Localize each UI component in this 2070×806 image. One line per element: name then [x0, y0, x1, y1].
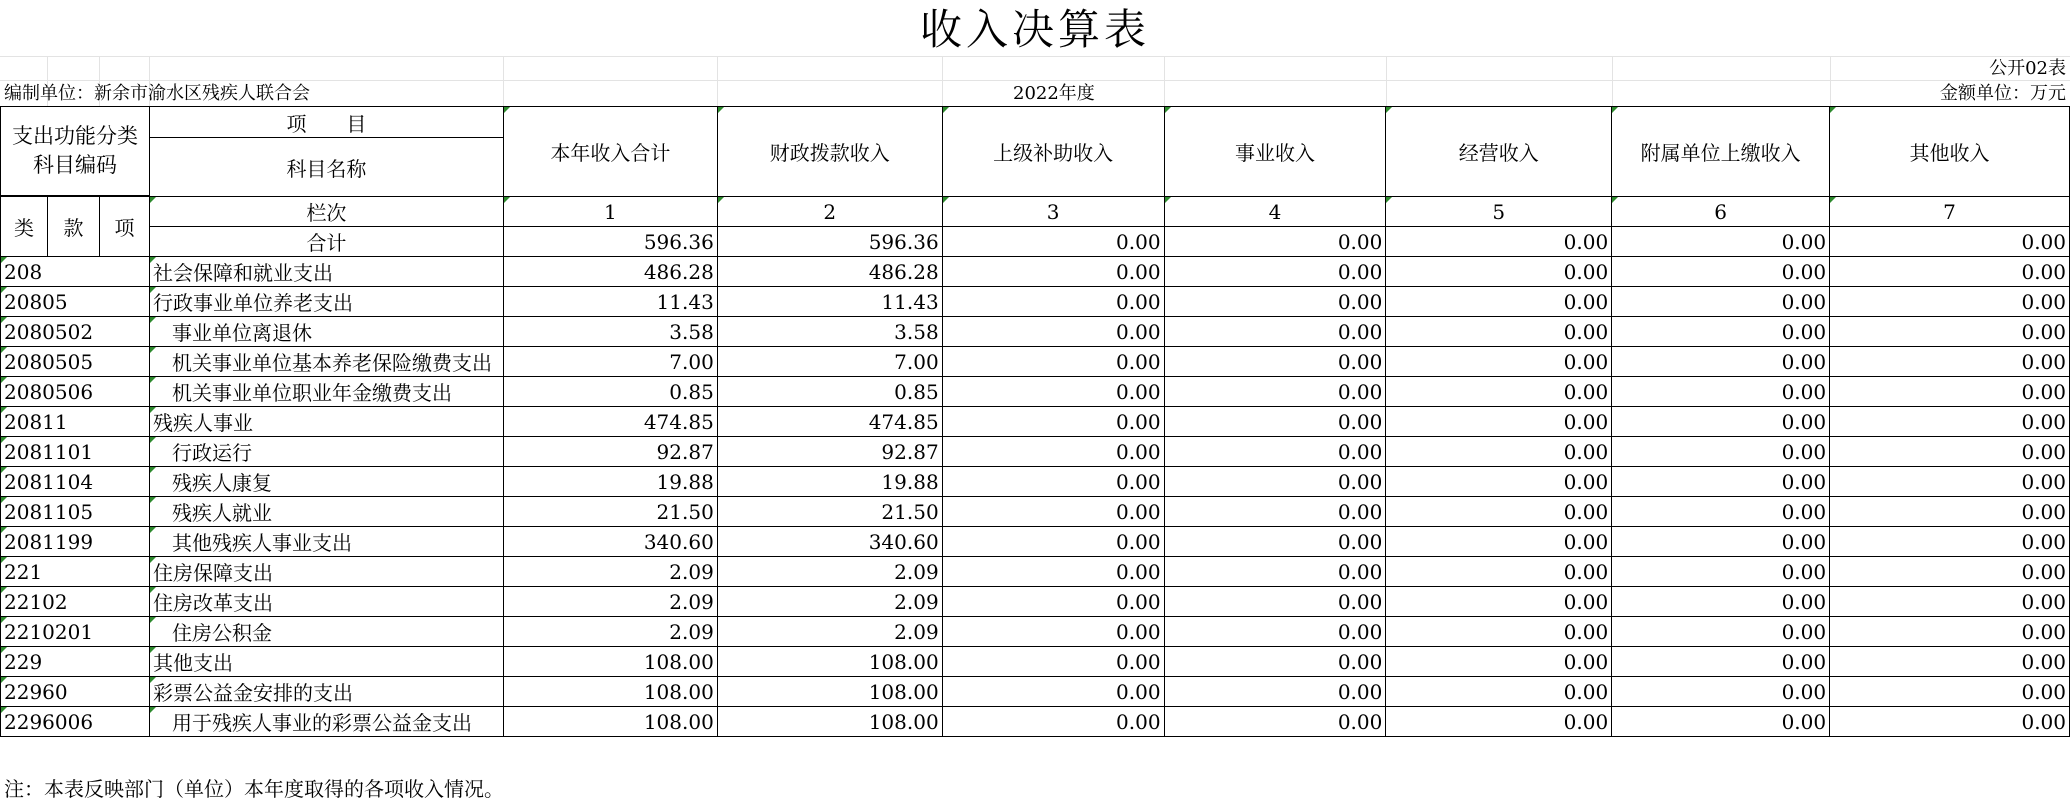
amount-cell: 0.00 [942, 677, 1164, 707]
subject-name: 事业单位离退休 [149, 317, 503, 347]
subject-code: 22102 [1, 587, 150, 617]
amount-cell: 0.00 [942, 287, 1164, 317]
amount-cell: 340.60 [503, 527, 717, 557]
table-row [1, 587, 2070, 617]
amount-cell: 0.00 [1612, 587, 1830, 617]
code-group-label [4, 122, 146, 180]
amount-cell: 92.87 [503, 437, 717, 467]
subject-code: 2081199 [1, 527, 150, 557]
amount-cell: 0.00 [942, 347, 1164, 377]
table-row [1, 467, 2070, 497]
subject-name: 住房保障支出 [149, 557, 503, 587]
subject-name: 行政事业单位养老支出 [149, 287, 503, 317]
gridline [503, 56, 504, 106]
subject-code: 2296006 [1, 707, 150, 737]
gridline [0, 56, 2070, 57]
amount-cell: 0.00 [942, 317, 1164, 347]
total-value: 596.36 [503, 227, 717, 257]
subject-name: 彩票公益金安排的支出 [149, 677, 503, 707]
amount-cell: 0.85 [503, 377, 717, 407]
column-number: 1 [503, 197, 717, 227]
amount-cell: 0.00 [1830, 707, 2070, 737]
subject-code: 22960 [1, 677, 150, 707]
subject-code: 2210201 [1, 617, 150, 647]
amount-cell: 2.09 [503, 557, 717, 587]
amount-cell: 486.28 [717, 257, 942, 287]
amount-cell: 0.00 [1830, 617, 2070, 647]
column-number: 2 [717, 197, 942, 227]
gridline [942, 56, 943, 106]
report-title: 收入决算表 [919, 5, 1150, 54]
subject-code: 2080502 [1, 317, 150, 347]
column-header: 附属单位上缴收入 [1612, 107, 1830, 197]
amount-unit: 金额单位：万元 [1940, 83, 2066, 104]
fiscal-year: 2022年度 [1013, 83, 1095, 104]
amount-cell: 21.50 [503, 497, 717, 527]
amount-cell: 0.00 [1164, 527, 1386, 557]
column-number: 6 [1612, 197, 1830, 227]
amount-cell: 0.00 [942, 557, 1164, 587]
subject-code: 229 [1, 647, 150, 677]
subject-code: 20811 [1, 407, 150, 437]
amount-cell: 0.00 [942, 707, 1164, 737]
amount-cell: 0.00 [1612, 437, 1830, 467]
amount-cell: 0.00 [1830, 587, 2070, 617]
amount-cell: 0.00 [1164, 377, 1386, 407]
amount-cell: 0.00 [1386, 497, 1612, 527]
item-header: 项 目 [149, 107, 503, 138]
amount-cell: 0.00 [942, 527, 1164, 557]
subject-name: 机关事业单位职业年金缴费支出 [149, 377, 503, 407]
amount-cell: 0.00 [1386, 257, 1612, 287]
amount-cell: 0.00 [942, 587, 1164, 617]
subject-name: 住房改革支出 [149, 587, 503, 617]
amount-cell: 0.00 [1830, 647, 2070, 677]
lei-header: 类 [1, 197, 48, 257]
table-row [1, 617, 2070, 647]
amount-cell: 0.00 [1830, 257, 2070, 287]
amount-cell: 11.43 [503, 287, 717, 317]
total-value: 0.00 [1386, 227, 1612, 257]
amount-cell: 474.85 [717, 407, 942, 437]
amount-cell: 2.09 [717, 587, 942, 617]
subject-code: 2080505 [1, 347, 150, 377]
amount-cell: 2.09 [503, 617, 717, 647]
amount-cell: 0.00 [1830, 467, 2070, 497]
table-row [1, 257, 2070, 287]
subject-code: 208 [1, 257, 150, 287]
amount-cell: 0.00 [1164, 557, 1386, 587]
amount-cell: 0.00 [1164, 257, 1386, 287]
amount-cell: 0.00 [1830, 527, 2070, 557]
total-value: 0.00 [1830, 227, 2070, 257]
amount-cell: 2.09 [503, 587, 717, 617]
subject-name: 行政运行 [149, 437, 503, 467]
table-row [1, 317, 2070, 347]
total-label: 合计 [149, 227, 503, 257]
amount-cell: 2.09 [717, 617, 942, 647]
amount-cell: 0.00 [942, 437, 1164, 467]
amount-cell: 0.00 [1612, 497, 1830, 527]
column-header: 经营收入 [1386, 107, 1612, 197]
amount-cell: 0.00 [1612, 527, 1830, 557]
amount-cell: 0.00 [1830, 407, 2070, 437]
table-row [1, 347, 2070, 377]
amount-cell: 0.00 [1386, 557, 1612, 587]
subject-name: 残疾人就业 [149, 497, 503, 527]
amount-cell: 0.00 [1164, 317, 1386, 347]
gridline [1164, 56, 1165, 106]
amount-cell: 340.60 [717, 527, 942, 557]
subject-name: 残疾人康复 [149, 467, 503, 497]
amount-cell: 21.50 [717, 497, 942, 527]
amount-cell: 0.00 [1386, 467, 1612, 497]
amount-cell: 474.85 [503, 407, 717, 437]
amount-cell: 0.00 [1612, 467, 1830, 497]
amount-cell: 0.00 [1830, 437, 2070, 467]
amount-cell: 108.00 [717, 707, 942, 737]
subject-name: 残疾人事业 [149, 407, 503, 437]
total-value: 0.00 [1612, 227, 1830, 257]
subject-code: 2081101 [1, 437, 150, 467]
amount-cell: 0.00 [1830, 497, 2070, 527]
amount-cell: 0.00 [942, 407, 1164, 437]
amount-cell: 0.00 [1830, 677, 2070, 707]
subject-code: 2081105 [1, 497, 150, 527]
subject-code: 2081104 [1, 467, 150, 497]
table-row [1, 437, 2070, 467]
subject-name: 社会保障和就业支出 [149, 257, 503, 287]
amount-cell: 2.09 [717, 557, 942, 587]
amount-cell: 108.00 [717, 677, 942, 707]
total-row [1, 227, 2070, 257]
amount-cell: 0.00 [1612, 257, 1830, 287]
table-row [1, 497, 2070, 527]
column-header: 事业收入 [1164, 107, 1386, 197]
column-header: 本年收入合计 [503, 107, 717, 197]
subject-code: 20805 [1, 287, 150, 317]
column-number: 3 [942, 197, 1164, 227]
amount-cell: 0.00 [1830, 287, 2070, 317]
amount-cell: 0.00 [1164, 467, 1386, 497]
subject-code: 221 [1, 557, 150, 587]
amount-cell: 0.00 [942, 647, 1164, 677]
code-group-line: 支出功能分类 [11, 124, 138, 148]
amount-cell: 0.00 [1612, 617, 1830, 647]
code-group-line: 科目编码 [32, 153, 117, 177]
subject-name: 其他残疾人事业支出 [149, 527, 503, 557]
amount-cell: 0.00 [1830, 557, 2070, 587]
amount-cell: 0.00 [1164, 647, 1386, 677]
amount-cell: 92.87 [717, 437, 942, 467]
amount-cell: 0.85 [717, 377, 942, 407]
column-number: 5 [1386, 197, 1612, 227]
amount-cell: 0.00 [942, 377, 1164, 407]
gridline [0, 80, 2070, 81]
amount-cell: 0.00 [942, 257, 1164, 287]
table-row [1, 287, 2070, 317]
amount-cell: 0.00 [1612, 407, 1830, 437]
amount-cell: 0.00 [942, 617, 1164, 647]
amount-cell: 0.00 [1386, 407, 1612, 437]
amount-cell: 0.00 [1386, 287, 1612, 317]
table-row [1, 557, 2070, 587]
gridline [717, 56, 718, 106]
column-header: 上级补助收入 [942, 107, 1164, 197]
table-row [1, 527, 2070, 557]
amount-cell: 0.00 [1386, 317, 1612, 347]
column-number: 4 [1164, 197, 1386, 227]
amount-cell: 0.00 [942, 467, 1164, 497]
amount-cell: 0.00 [1830, 317, 2070, 347]
amount-cell: 0.00 [1386, 527, 1612, 557]
subject-code: 2080506 [1, 377, 150, 407]
amount-cell: 0.00 [1164, 707, 1386, 737]
amount-cell: 0.00 [1612, 647, 1830, 677]
amount-cell: 108.00 [503, 647, 717, 677]
amount-cell: 0.00 [1612, 347, 1830, 377]
amount-cell: 0.00 [1164, 437, 1386, 467]
amount-cell: 0.00 [1612, 377, 1830, 407]
amount-cell: 3.58 [717, 317, 942, 347]
code-group-header [1, 107, 150, 196]
amount-cell: 108.00 [503, 707, 717, 737]
amount-cell: 19.88 [717, 467, 942, 497]
amount-cell: 3.58 [503, 317, 717, 347]
form-code: 公开02表 [1989, 58, 2066, 79]
table-row [1, 407, 2070, 437]
amount-cell: 0.00 [1164, 677, 1386, 707]
subject-name: 住房公积金 [149, 617, 503, 647]
amount-cell: 0.00 [1612, 677, 1830, 707]
amount-cell: 11.43 [717, 287, 942, 317]
amount-cell: 7.00 [717, 347, 942, 377]
subject-name-header: 科目名称 [149, 138, 503, 197]
income-table [0, 106, 2070, 737]
amount-cell: 0.00 [1830, 377, 2070, 407]
amount-cell: 486.28 [503, 257, 717, 287]
amount-cell: 0.00 [942, 497, 1164, 527]
amount-cell: 0.00 [1830, 347, 2070, 377]
amount-cell: 0.00 [1386, 677, 1612, 707]
amount-cell: 0.00 [1164, 347, 1386, 377]
subject-name: 其他支出 [149, 647, 503, 677]
subject-name: 用于残疾人事业的彩票公益金支出 [149, 707, 503, 737]
table-row [1, 707, 2070, 737]
xiang-header: 项 [99, 197, 149, 257]
amount-cell: 19.88 [503, 467, 717, 497]
amount-cell: 0.00 [1386, 437, 1612, 467]
amount-cell: 0.00 [1164, 287, 1386, 317]
amount-cell: 0.00 [1386, 587, 1612, 617]
gridline [1386, 56, 1387, 106]
total-value: 0.00 [942, 227, 1164, 257]
amount-cell: 7.00 [503, 347, 717, 377]
table-row [1, 377, 2070, 407]
column-header: 其他收入 [1830, 107, 2070, 197]
amount-cell: 0.00 [1164, 587, 1386, 617]
row-index-label: 栏次 [149, 197, 503, 227]
organization-label: 编制单位：新余市渝水区残疾人联合会 [4, 83, 310, 104]
amount-cell: 0.00 [1164, 407, 1386, 437]
amount-cell: 0.00 [1164, 617, 1386, 647]
amount-cell: 0.00 [1164, 497, 1386, 527]
amount-cell: 0.00 [1612, 287, 1830, 317]
subject-name: 机关事业单位基本养老保险缴费支出 [149, 347, 503, 377]
amount-cell: 0.00 [1612, 317, 1830, 347]
table-row [1, 647, 2070, 677]
amount-cell: 0.00 [1386, 377, 1612, 407]
amount-cell: 108.00 [717, 647, 942, 677]
amount-cell: 0.00 [1386, 707, 1612, 737]
total-value: 0.00 [1164, 227, 1386, 257]
total-value: 596.36 [717, 227, 942, 257]
kuan-header: 款 [47, 197, 99, 257]
table-row [1, 677, 2070, 707]
column-header: 财政拨款收入 [717, 107, 942, 197]
amount-cell: 0.00 [1386, 647, 1612, 677]
amount-cell: 0.00 [1386, 347, 1612, 377]
column-number: 7 [1830, 197, 2070, 227]
amount-cell: 0.00 [1386, 617, 1612, 647]
gridline [1830, 56, 1831, 106]
amount-cell: 0.00 [1612, 557, 1830, 587]
gridline [1612, 56, 1613, 106]
amount-cell: 108.00 [503, 677, 717, 707]
footnote: 注：本表反映部门（单位）本年度取得的各项收入情况。 [4, 777, 504, 801]
amount-cell: 0.00 [1612, 707, 1830, 737]
